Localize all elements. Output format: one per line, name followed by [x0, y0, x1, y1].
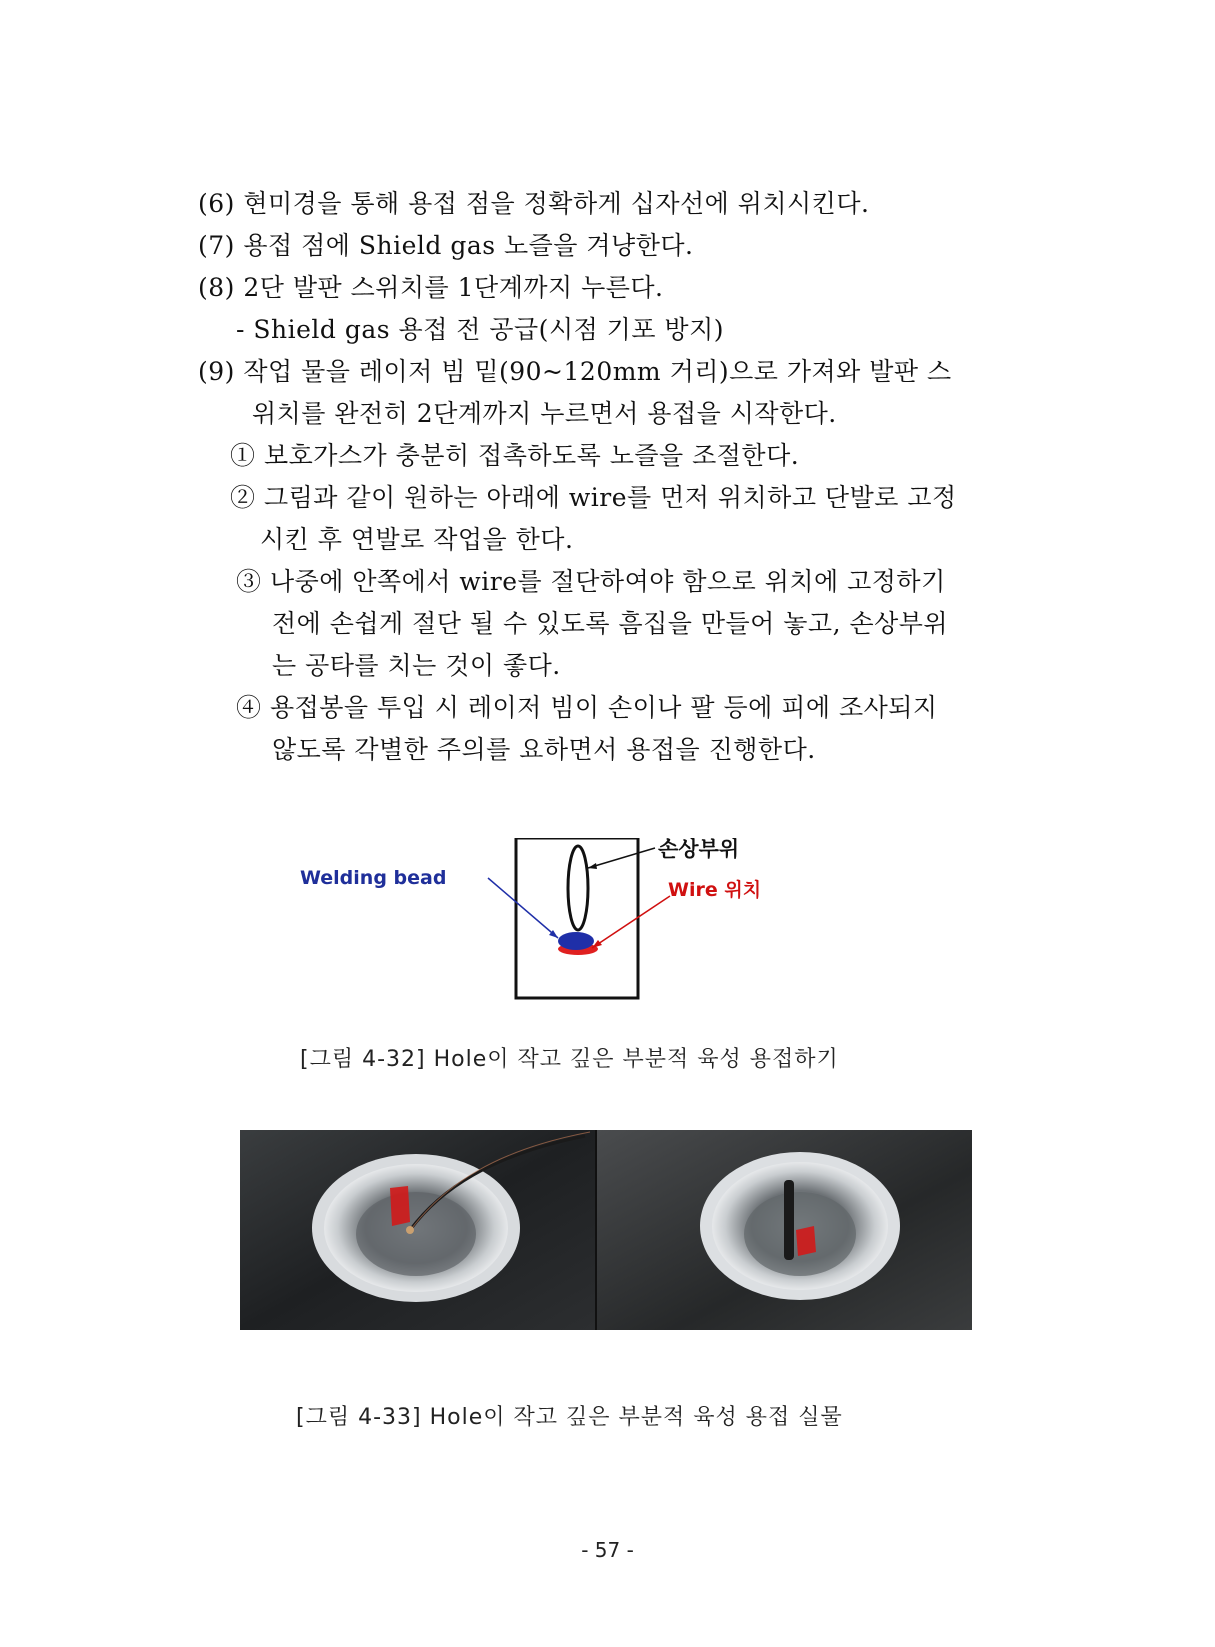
wire-leader-line [592, 896, 670, 948]
damage-arrowhead [588, 863, 597, 869]
page-number: - 57 - [581, 1538, 634, 1562]
bead-label: Welding bead [300, 867, 447, 889]
step-6: (6) 현미경을 통해 용접 점을 정확하게 십자선에 위치시킨다. [198, 189, 870, 218]
substep-4: ④ 용접봉을 투입 시 레이저 빔이 손이나 팔 등에 피에 조사되지 [236, 693, 938, 722]
right-wire-stub [784, 1180, 794, 1260]
substep-4-cont: 않도록 각별한 주의를 요하면서 용접을 진행한다. [272, 735, 816, 764]
figure-caption-4-33: [그림 4-33] Hole이 작고 깊은 부분적 육성 용접 실물 [296, 1405, 843, 1430]
damage-leader-line [588, 848, 655, 868]
welding-photo [240, 1130, 972, 1330]
damage-label: 손상부위 [658, 838, 740, 861]
substep-2-cont: 시킨 후 연발로 작업을 한다. [260, 525, 574, 554]
substep-1: ① 보호가스가 충분히 접촉하도록 노즐을 조절한다. [230, 441, 800, 470]
figure-caption-4-32: [그림 4-32] Hole이 작고 깊은 부분적 육성 용접하기 [300, 1047, 839, 1072]
left-red-mark [390, 1186, 410, 1226]
step-8: (8) 2단 발판 스위치를 1단계까지 누른다. [198, 273, 664, 302]
bead-leader-line [488, 878, 558, 938]
substep-3: ③ 나중에 안쪽에서 wire를 절단하여야 함으로 위치에 고정하기 [236, 567, 946, 596]
wire-label: Wire 위치 [668, 879, 762, 901]
step-9-cont: 위치를 완전히 2단계까지 누르면서 용접을 시작한다. [252, 399, 837, 428]
substep-3-cont-2: 는 공타를 치는 것이 좋다. [272, 651, 561, 680]
substep-3-cont-1: 전에 손쉽게 절단 될 수 있도록 흠집을 만들어 놓고, 손상부위 [272, 609, 949, 638]
step-7: (7) 용접 점에 Shield gas 노즐을 겨냥한다. [198, 231, 694, 260]
substep-2: ② 그림과 같이 원하는 아래에 wire를 먼저 위치하고 단발로 고정 [230, 483, 957, 512]
welding-bead-mark [558, 932, 594, 950]
step-8-note: - Shield gas 용접 전 공급(시점 기포 방지) [236, 315, 724, 344]
right-red-mark [796, 1226, 816, 1256]
step-9: (9) 작업 물을 레이저 빔 밑(90~120mm 거리)으로 가져와 발판 스 [198, 357, 952, 386]
wire-loop [568, 846, 588, 930]
hole-welding-diagram [300, 838, 860, 1018]
